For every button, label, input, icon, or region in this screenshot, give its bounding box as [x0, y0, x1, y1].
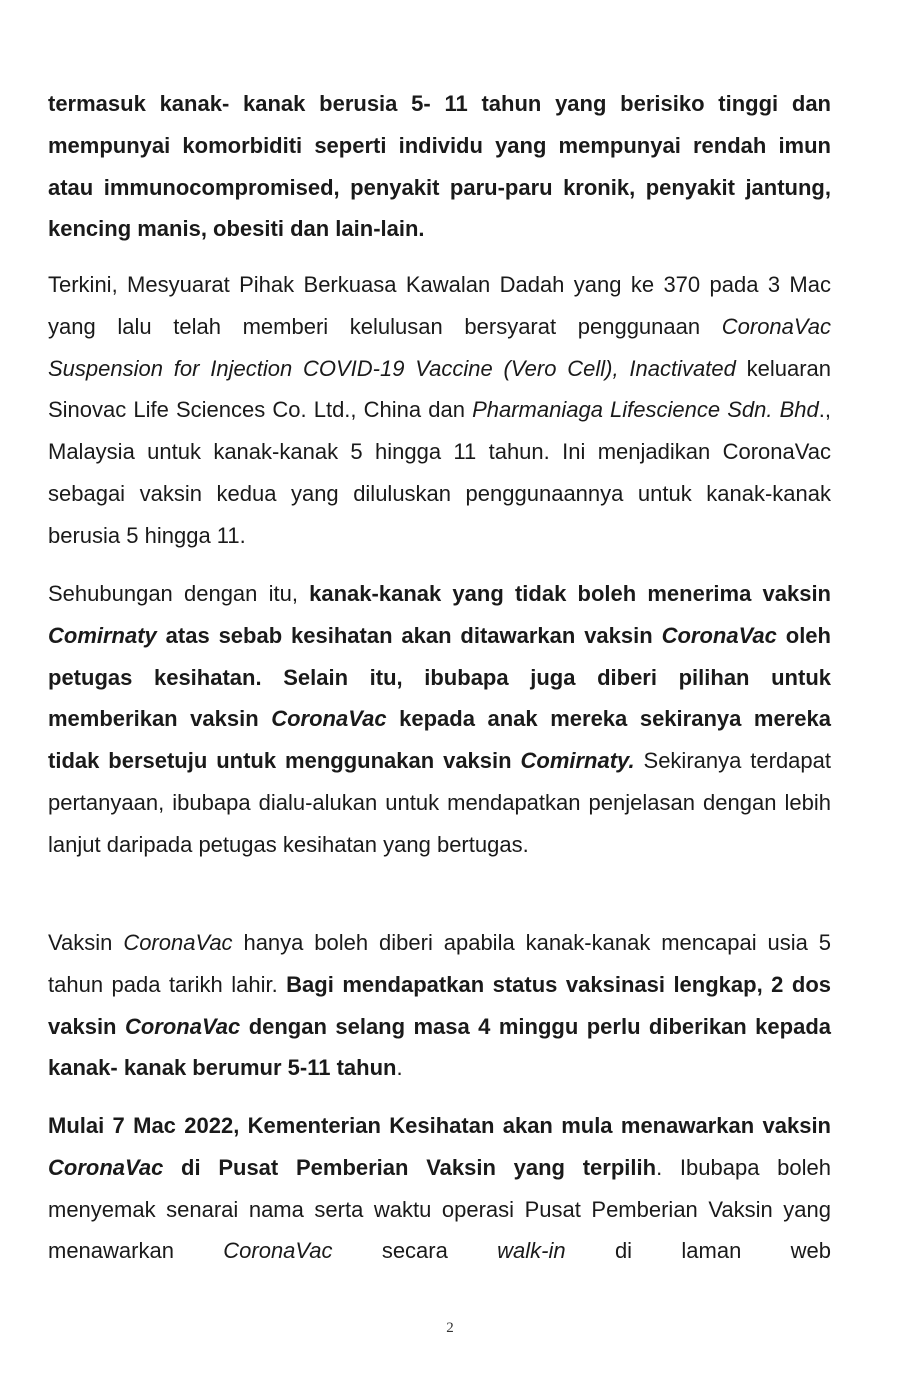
- italic-run: CoronaVac Suspension for Injection COVID-19 Vaccine (Vero Cell), Inactivated: [48, 313, 831, 381]
- paragraph-alternative-vaccine: [48, 573, 831, 866]
- paragraph-dosage: [48, 922, 831, 1089]
- text-run: secara: [332, 1238, 498, 1264]
- italic-run: Pharmaniaga Lifescience Sdn. Bhd: [472, 397, 819, 423]
- bold-run: oleh petugas kesihatan. Selain itu, ibubapa juga diberi pilihan untuk memberikan vaksin: [48, 622, 831, 732]
- italic-run: CoronaVac: [123, 930, 233, 955]
- italic-run: walk-in: [497, 1238, 566, 1264]
- paragraph-availability: [48, 1105, 831, 1272]
- bold-italic-run: CoronaVac: [124, 1013, 241, 1039]
- bold-run: dengan selang masa 4 minggu perlu diberikan kepada kanak- kanak berumur 5-11 tahun: [48, 1013, 831, 1081]
- bold-run: termasuk kanak- kanak berusia 5- 11 tahun yang berisiko tinggi dan mempunyai komorbiditi seperti individu yang mempunyai rendah imun atau immunocompromised, penyakit paru-paru kronik, penyakit jantung, kencing manis, obesiti dan lain-lain.: [48, 91, 831, 242]
- bold-italic-run: CoronaVac: [48, 1154, 164, 1180]
- bold-run: Mulai 7 Mac 2022, Kementerian Kesihatan akan mula menawarkan vaksin: [48, 1113, 831, 1138]
- bold-run: di Pusat Pemberian Vaksin yang terpilih: [163, 1154, 657, 1180]
- page-number: 2: [446, 1320, 454, 1336]
- bold-run: kanak-kanak yang tidak boleh menerima vaksin: [309, 581, 831, 606]
- bold-italic-run: Comirnaty: [48, 622, 157, 648]
- text-run: di laman web: [565, 1238, 831, 1264]
- bold-run: Bagi mendapatkan status vaksinasi lengkap, 2 dos vaksin: [48, 971, 831, 1039]
- bold-italic-run: CoronaVac: [271, 706, 387, 732]
- text-run: Sekiranya terdapat pertanyaan, ibubapa dialu-alukan untuk mendapatkan penjelasan dengan lebih lanjut daripada petugas kesihatan yang bertugas.: [48, 748, 831, 857]
- paragraph-approval: [48, 264, 831, 557]
- bold-italic-run: CoronaVac: [661, 622, 777, 648]
- text-run: .: [396, 1055, 403, 1081]
- italic-run: CoronaVac: [223, 1238, 333, 1264]
- bold-run: atas sebab kesihatan akan ditawarkan vaksin: [156, 622, 662, 648]
- bold-italic-run: Comirnaty.: [520, 748, 635, 774]
- text-run: Vaksin: [48, 930, 124, 955]
- bold-run: kepada anak mereka sekiranya mereka tidak bersetuju untuk menggunakan vaksin: [48, 706, 831, 774]
- text-run: hanya boleh diberi apabila kanak-kanak mencapai usia 5 tahun pada tarikh lahir.: [48, 930, 832, 997]
- text-run: Terkini, Mesyuarat Pihak Berkuasa Kawalan Dadah yang ke 370 pada 3 Mac yang lalu telah memberi kelulusan bersyarat penggunaan: [48, 272, 831, 339]
- paragraph-eligibility: [48, 83, 831, 250]
- text-run: ., Malaysia untuk kanak-kanak 5 hingga 11 tahun. Ini menjadikan CoronaVac sebagai vaksin kedua yang diluluskan penggunaannya untuk kanak-kanak berusia 5 hingga 11.: [48, 397, 831, 548]
- text-run: . Ibubapa boleh menyemak senarai nama serta waktu operasi Pusat Pemberian Vaksin yang menawarkan: [48, 1154, 831, 1264]
- text-run: Sehubungan dengan itu,: [48, 581, 310, 606]
- text-run: keluaran Sinovac Life Sciences Co. Ltd., China dan: [48, 355, 831, 423]
